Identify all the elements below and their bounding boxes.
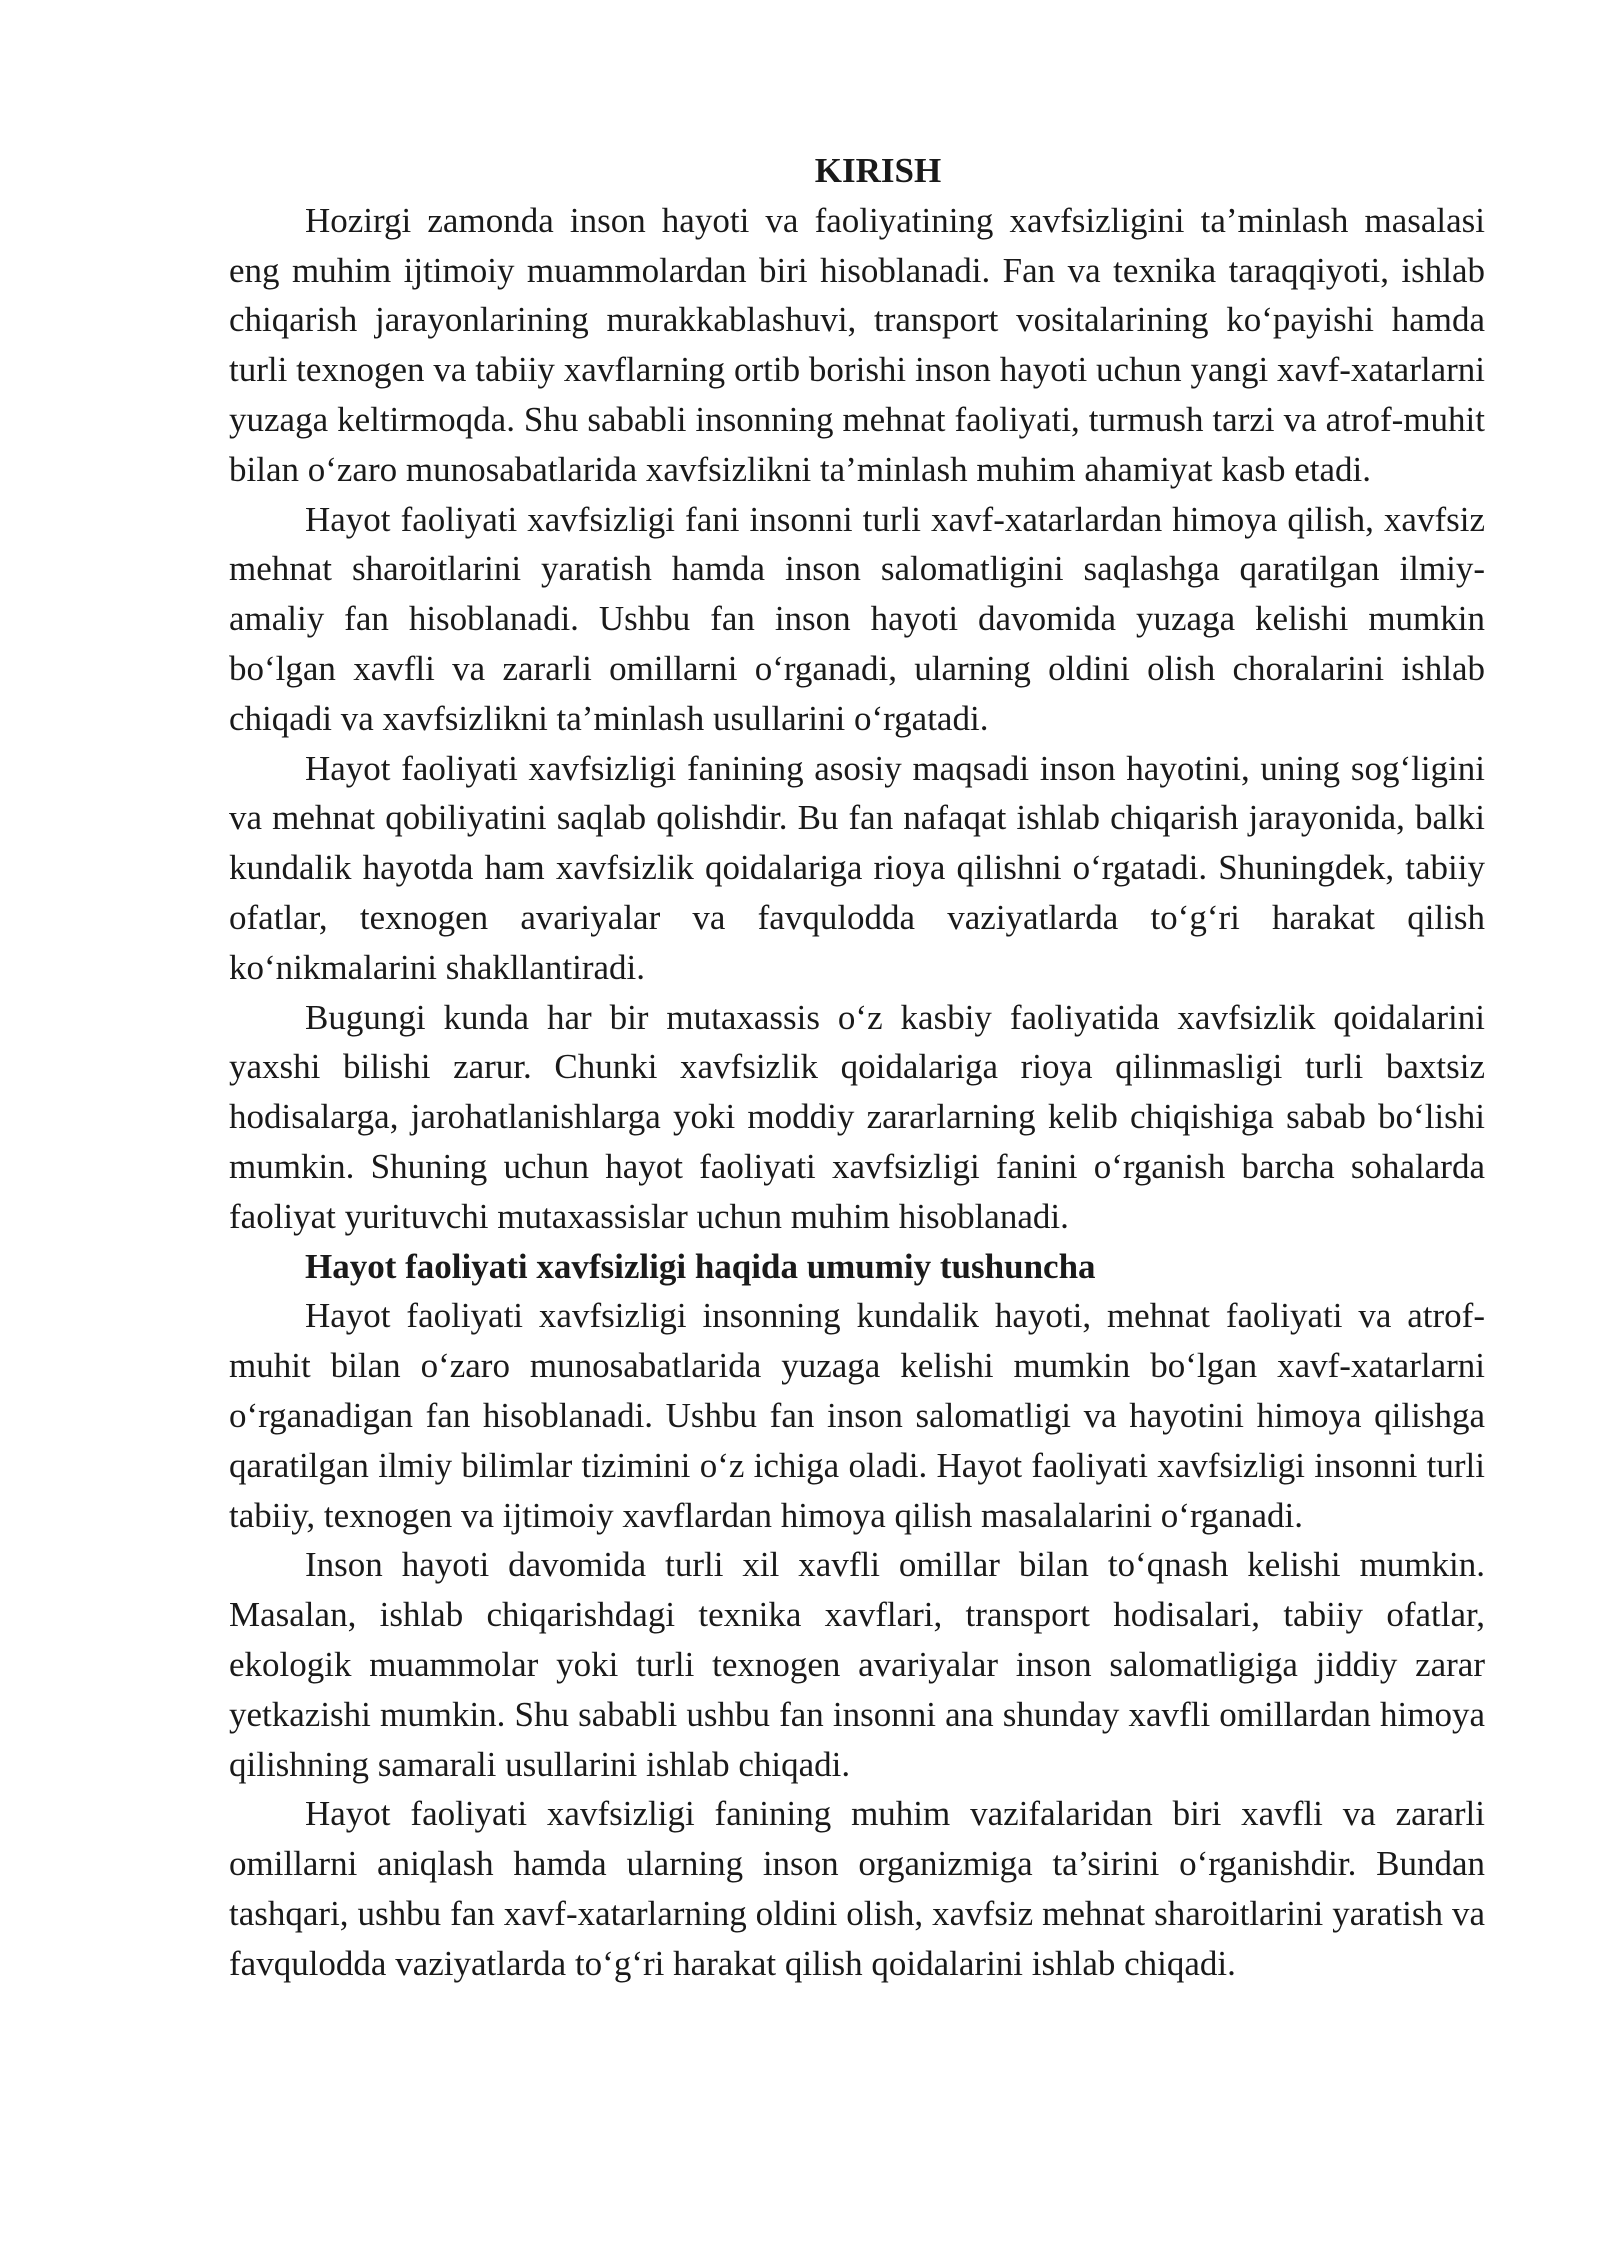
paragraph: Hozirgi zamonda inson hayoti va faoliyatining xavfsizligini ta’minlash masalasi eng muhim ijtimoiy muammolardan biri hisoblanadi. Fan va texnika taraqqiyoti, ishlab chiqarish jarayonlarining murakkablashuvi, transport vositalarining ko‘payishi hamda turli texnogen va tabiiy xavflarning ortib borishi inson hayoti uchun yangi xavf-xatarlarni yuzaga keltirmoqda. Shu sababli insonning mehnat faoliyati, turmush tarzi va atrof-muhit bilan o‘zaro munosabatlarida xavfsizlikni ta’minlash muhim ahamiyat kasb etadi. <box>229 200 1485 489</box>
paragraph: Bugungi kunda har bir mutaxassis o‘z kasbiy faoliyatida xavfsizlik qoidalarini yaxshi bilishi zarur. Chunki xavfsizlik qoidalariga rioya qilinmasligi turli baxtsiz hodisalarga, jarohatlanishlarga yoki moddiy zararlarning kelib chiqishiga sabab bo‘lishi mumkin. Shuning uchun hayot faoliyati xavfsizligi fanini o‘rganish barcha sohalarda faoliyat yurituvchi mutaxassislar uchun muhim hisoblanadi. <box>229 997 1485 1236</box>
paragraph: Hayot faoliyati xavfsizligi fanining asosiy maqsadi inson hayotini, uning sog‘ligini va mehnat qobiliyatini saqlab qolishdir. Bu fan nafaqat ishlab chiqarish jarayonida, balki kundalik hayotda ham xavfsizlik qoidalariga rioya qilishni o‘rgatadi. Shuningdek, tabiiy ofatlar, texnogen avariyalar va favqulodda vaziyatlarda to‘g‘ri harakat qilish ko‘nikmalarini shakllantiradi. <box>229 748 1485 987</box>
document-page <box>229 146 1485 1988</box>
section-heading: Hayot faoliyati xavfsizligi haqida umumiy tushuncha <box>305 1246 1096 1286</box>
paragraph: Hayot faoliyati xavfsizligi fani insonni turli xavf-xatarlardan himoya qilish, xavfsiz mehnat sharoitlarini yaratish hamda inson salomatligini saqlashga qaratilgan ilmiy-amaliy fan hisoblanadi. Ushbu fan inson hayoti davomida yuzaga kelishi mumkin bo‘lgan xavfli va zararli omillarni o‘rganadi, ularning oldini olish choralarini ishlab chiqadi va xavfsizlikni ta’minlash usullarini o‘rgatadi. <box>229 499 1485 738</box>
document-title: KIRISH <box>814 151 942 190</box>
paragraph: Inson hayoti davomida turli xil xavfli omillar bilan to‘qnash kelishi mumkin. Masalan, ishlab chiqarishdagi texnika xavflari, transport hodisalari, tabiiy ofatlar, ekologik muammolar yoki turli texnogen avariyalar inson salomatligiga jiddiy zarar yetkazishi mumkin. Shu sababli ushbu fan insonni ana shunday xavfli omillardan himoya qilishning samarali usullarini ishlab chiqadi. <box>229 1545 1485 1784</box>
paragraph: Hayot faoliyati xavfsizligi fanining muhim vazifalaridan biri xavfli va zararli omillarni aniqlash hamda ularning inson organizmiga ta’sirini o‘rganishdir. Bundan tashqari, ushbu fan xavf-xatarlarning oldini olish, xavfsiz mehnat sharoitlarini yaratish va favqulodda vaziyatlarda to‘g‘ri harakat qilish qoidalarini ishlab chiqadi. <box>229 1794 1485 1983</box>
paragraph: Hayot faoliyati xavfsizligi insonning kundalik hayoti, mehnat faoliyati va atrof-muhit bilan o‘zaro munosabatlarida yuzaga kelishi mumkin bo‘lgan xavf-xatarlarni o‘rganadigan fan hisoblanadi. Ushbu fan inson salomatligi va hayotini himoya qilishga qaratilgan ilmiy bilimlar tizimini o‘z ichiga oladi. Hayot faoliyati xavfsizligi insonni turli tabiiy, texnogen va ijtimoiy xavflardan himoya qilish masalalarini o‘rganadi. <box>229 1296 1485 1535</box>
